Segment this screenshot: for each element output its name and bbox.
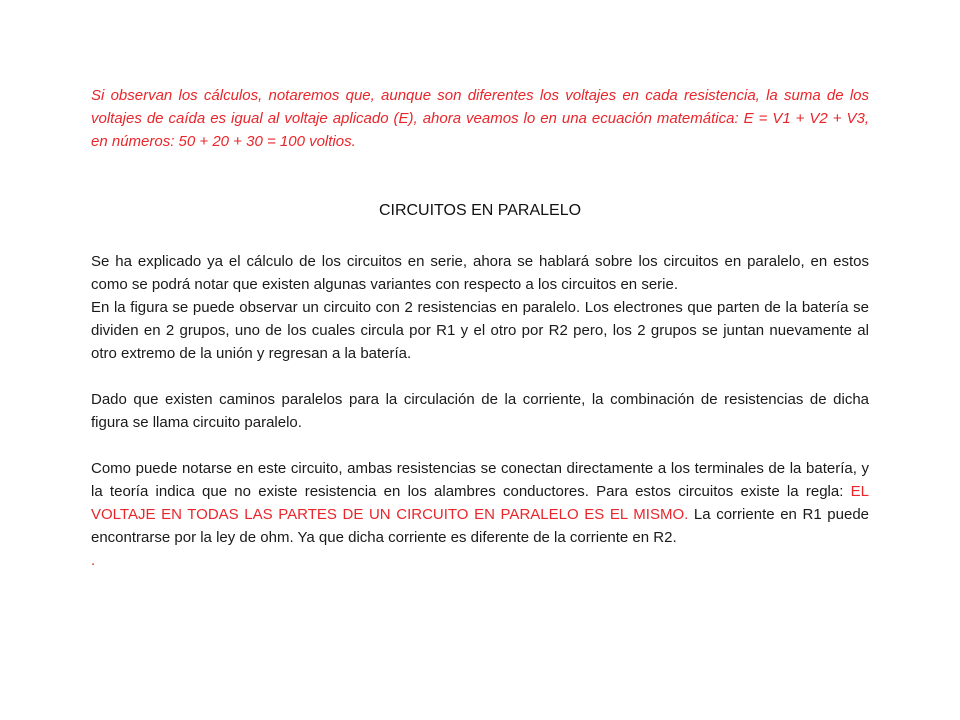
- paragraph-figura-circuito: En la figura se puede observar un circuito con 2 resistencias en paralelo. Los electrones que parten de la batería se dividen en 2 grupos, uno de los cuales circula por R1 y el otro por R2 pero, los 2 grupos se juntan nuevamente al otro extremo de la unión y regresan a la batería.: [91, 299, 869, 362]
- regla-closing-text: La corriente en R1 puede encontrarse por la ley de ohm. Ya que dicha corriente es diferente de la corriente en R2.: [91, 506, 870, 546]
- paragraph-regla-voltaje: [91, 457, 869, 549]
- slide-content: [91, 84, 869, 572]
- paragraph-definicion-paralelo: Dado que existen caminos paralelos para la circulación de la corriente, la combinación de resistencias de dicha figura se llama circuito paralelo.: [91, 391, 869, 431]
- paragraph-serie-vs-paralelo: Se ha explicado ya el cálculo de los circuitos en serie, ahora se hablará sobre los circuitos en paralelo, en estos como se podrá notar que existen algunas variantes con respecto a los circuitos en serie.: [91, 253, 869, 293]
- regla-intro-text: Como puede notarse en este circuito, ambas resistencias se conectan directamente a los terminales de la batería, y la teoría indica que no existe resistencia en los alambres conductores. Para estos circuitos existe la regla:: [91, 460, 869, 500]
- intro-paragraph: Si observan los cálculos, notaremos que, aunque son diferentes los voltajes en cada resistencia, la suma de los voltajes de caída es igual al voltaje aplicado (E), ahora veamos lo en una ecuación matemática: E = V1 + V2 + V3, en números: 50 + 20 + 30 = 100 voltios.: [91, 87, 869, 150]
- regla-highlight-text: EL VOLTAJE EN TODAS LAS PARTES DE UN CIRCUITO EN PARALELO ES EL MISMO.: [91, 483, 869, 523]
- section-title: CIRCUITOS EN PARALELO: [378, 202, 582, 219]
- trailing-dot: .: [91, 552, 96, 569]
